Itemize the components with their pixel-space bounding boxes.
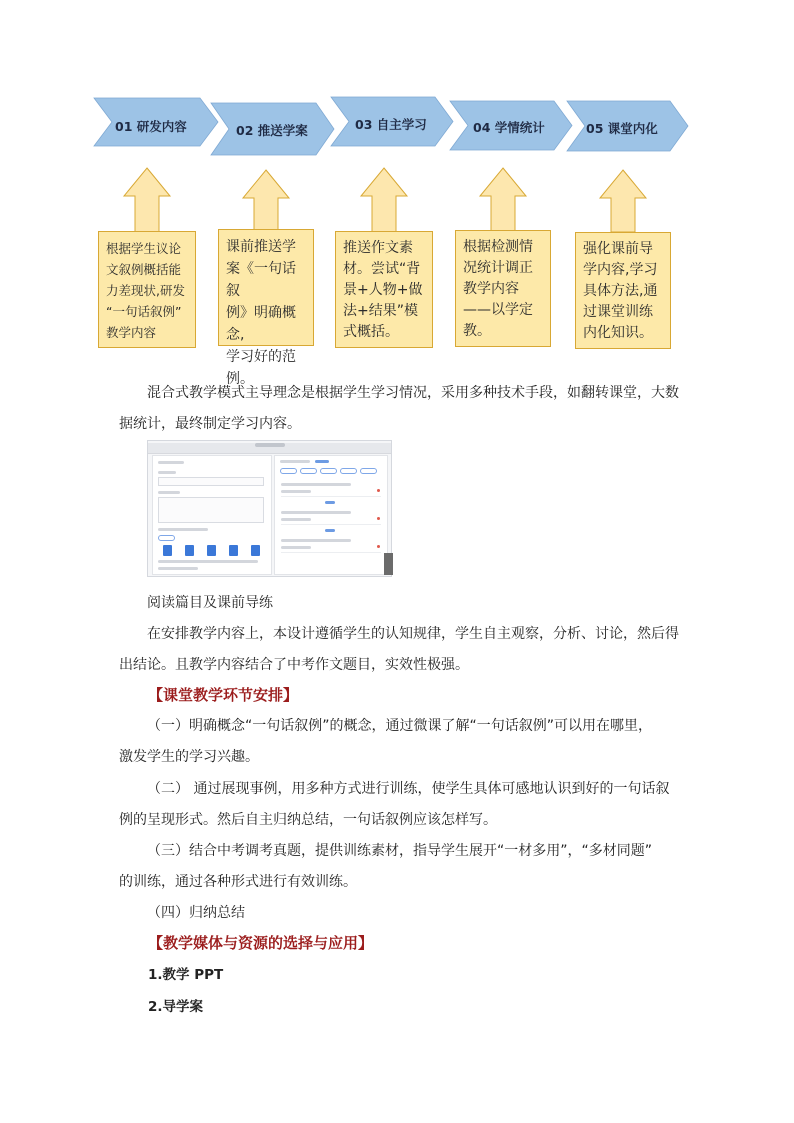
note-line: 课前推送学	[226, 239, 296, 255]
note-line: 内化知识。	[583, 325, 653, 341]
note-line: 教学内容	[106, 325, 157, 340]
item-3-line-1: （三）结合中考调考真题，提供训练素材，指导学生展开“一材多用”，“多材同题”	[147, 843, 653, 859]
up-arrow-3	[361, 168, 407, 232]
step-04-label: 04 学情统计	[473, 120, 545, 135]
note-line: 教。	[463, 323, 491, 339]
note-box-05	[575, 232, 671, 349]
step-03-label: 03 自主学习	[355, 117, 427, 132]
note-line: 况统计调正	[463, 260, 533, 276]
note-box-04	[455, 230, 551, 347]
note-line: 景+人物+做	[343, 282, 423, 298]
up-arrow-1	[124, 168, 170, 232]
screenshot-title-bar	[148, 443, 391, 454]
item-2-line-2: 例的呈现形式。然后自主归纳总结，一句话叙例应该怎样写。	[119, 812, 497, 828]
paragraph-1-line-2: 据统计，最终制定学习内容。	[119, 416, 301, 432]
paragraph-2-line-2: 出结论。且教学内容结合了中考作文题目，实效性极强。	[119, 657, 469, 673]
item-2-line-1: （二） 通过展现事例，用多种方式进行训练，使学生具体可感地认识到好的一句话叙	[147, 781, 670, 797]
up-arrow-4	[480, 168, 526, 232]
step-02-label: 02 推送学案	[236, 123, 308, 138]
up-arrow-2	[243, 170, 289, 232]
note-line: 式概括。	[343, 324, 399, 340]
list-item-guide: 2.导学案	[148, 999, 204, 1015]
list-item-ppt: 1.教学 PPT	[148, 967, 224, 983]
note-line: 例。	[226, 371, 254, 387]
note-line: 材。尝试“背	[343, 261, 421, 277]
screenshot-side-tab	[384, 553, 393, 575]
note-line: “一句话叙例”	[106, 304, 182, 319]
paragraph-2-line-1: 在安排教学内容上，本设计遵循学生的认知规律，学生自主观察，分析、讨论，然后得	[147, 626, 679, 642]
note-line: 案《一句话叙	[226, 261, 296, 299]
note-line: 文叙例概括能	[106, 262, 182, 277]
item-1-line-1: （一）明确概念“一句话叙例”的概念，通过微课了解“一句话叙例”可以用在哪里，	[147, 718, 653, 734]
note-line: 过课堂训练	[583, 304, 653, 320]
step-05-label: 05 课堂内化	[586, 121, 658, 136]
note-line: 推送作文素	[343, 240, 413, 256]
note-line: 根据学生议论	[106, 241, 182, 256]
item-1-line-2: 激发学生的学习兴趣。	[119, 749, 259, 765]
paragraph-1-line-1: 混合式教学模式主导理念是根据学生学习情况，采用多种技术手段，如翻转课堂，大数	[147, 385, 679, 401]
note-line: 教学内容	[463, 281, 519, 297]
section-heading-classroom: 【课堂教学环节安排】	[148, 686, 299, 704]
item-3-line-2: 的训练，通过各种形式进行有效训练。	[119, 874, 357, 890]
note-line: 根据检测情	[463, 239, 533, 255]
note-line: 具体方法,通	[583, 283, 658, 299]
note-line: 例》明确概念,	[226, 305, 296, 343]
note-line: 学习好的范	[226, 349, 296, 365]
screenshot-right-panel	[274, 455, 388, 575]
note-line: 强化课前导	[583, 241, 653, 257]
step-01-label: 01 研发内容	[115, 119, 187, 134]
note-line: 学内容,学习	[583, 262, 658, 278]
note-line: 力差现状,研发	[106, 283, 185, 298]
screenshot-left-panel	[152, 455, 272, 575]
section-heading-media: 【教学媒体与资源的选择与应用】	[148, 934, 374, 952]
note-line: 法+结果”模	[343, 303, 418, 319]
note-line: ——以学定	[463, 302, 533, 318]
item-4: （四）归纳总结	[147, 905, 245, 921]
note-box-02	[218, 229, 314, 387]
note-box-01	[98, 231, 196, 348]
up-arrow-row	[124, 168, 646, 232]
up-arrow-5	[600, 170, 646, 232]
screenshot-caption: 阅读篇目及课前导练	[147, 595, 273, 611]
embedded-screenshot	[147, 440, 392, 577]
note-box-03	[335, 231, 433, 348]
